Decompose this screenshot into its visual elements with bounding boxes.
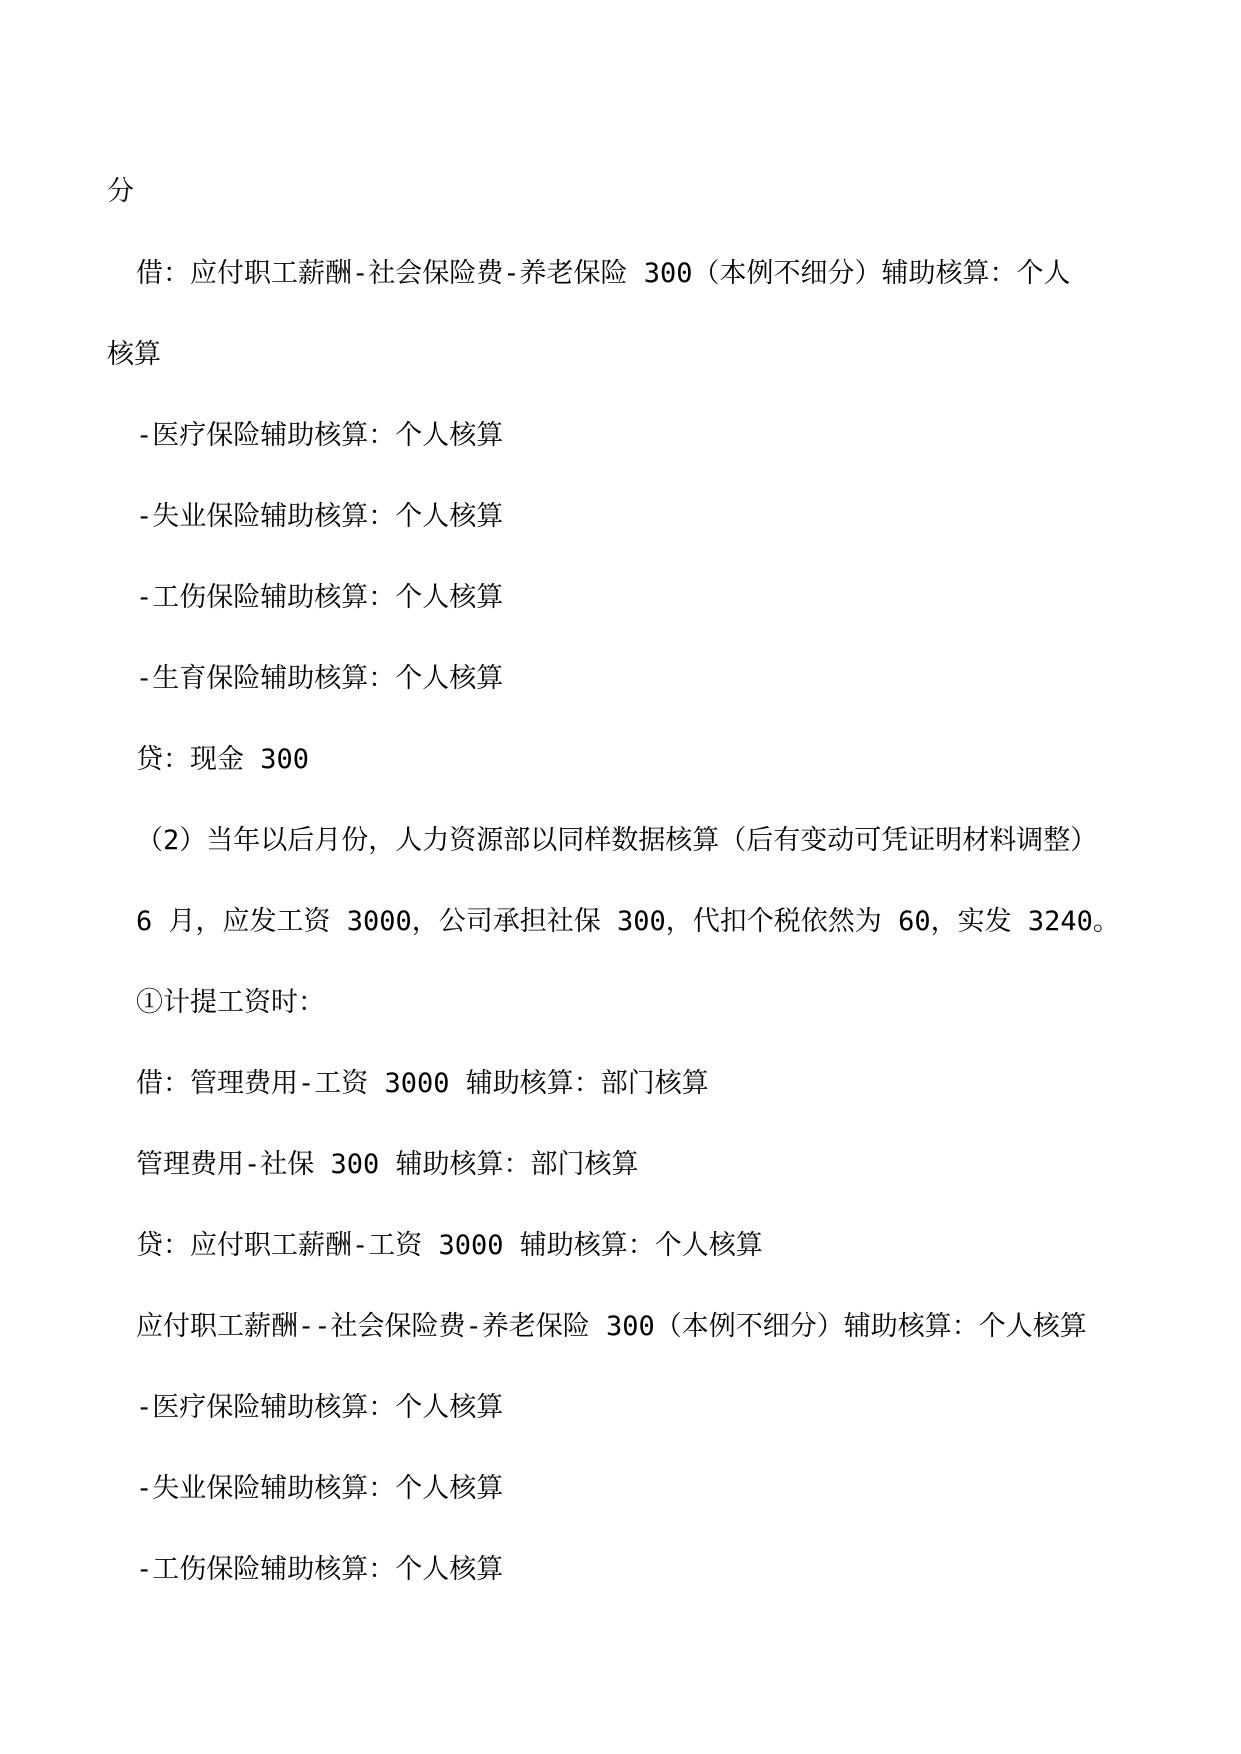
text-line: -医疗保险辅助核算：个人核算 bbox=[136, 420, 504, 451]
text-line: -失业保险辅助核算：个人核算 bbox=[136, 501, 504, 532]
text-line: 贷：应付职工薪酬-工资 3000 辅助核算：个人核算 bbox=[136, 1230, 763, 1261]
text-line: -工伤保险辅助核算：个人核算 bbox=[136, 582, 504, 613]
text-line: 核算 bbox=[107, 339, 161, 370]
text-line: ①计提工资时： bbox=[136, 987, 325, 1018]
text-line: -医疗保险辅助核算：个人核算 bbox=[136, 1392, 504, 1423]
text-line: 借：应付职工薪酬-社会保险费-养老保险 300（本例不细分）辅助核算：个人 bbox=[136, 258, 1071, 289]
text-line: （2）当年以后月份，人力资源部以同样数据核算（后有变动可凭证明材料调整） bbox=[136, 825, 1098, 856]
text-line: -失业保险辅助核算：个人核算 bbox=[136, 1473, 504, 1504]
text-line: -工伤保险辅助核算：个人核算 bbox=[136, 1554, 504, 1585]
text-line: -生育保险辅助核算：个人核算 bbox=[136, 663, 504, 694]
text-line: 贷：现金 300 bbox=[136, 744, 310, 775]
text-line: 6 月，应发工资 3000，公司承担社保 300，代扣个税依然为 60，实发 3240。 bbox=[136, 906, 1120, 937]
text-line: 借：管理费用-工资 3000 辅助核算：部门核算 bbox=[136, 1068, 709, 1099]
text-line: 分 bbox=[107, 176, 134, 207]
text-line: 管理费用-社保 300 辅助核算：部门核算 bbox=[136, 1149, 639, 1180]
text-line: 应付职工薪酬--社会保险费-养老保险 300（本例不细分）辅助核算：个人核算 bbox=[136, 1311, 1087, 1342]
